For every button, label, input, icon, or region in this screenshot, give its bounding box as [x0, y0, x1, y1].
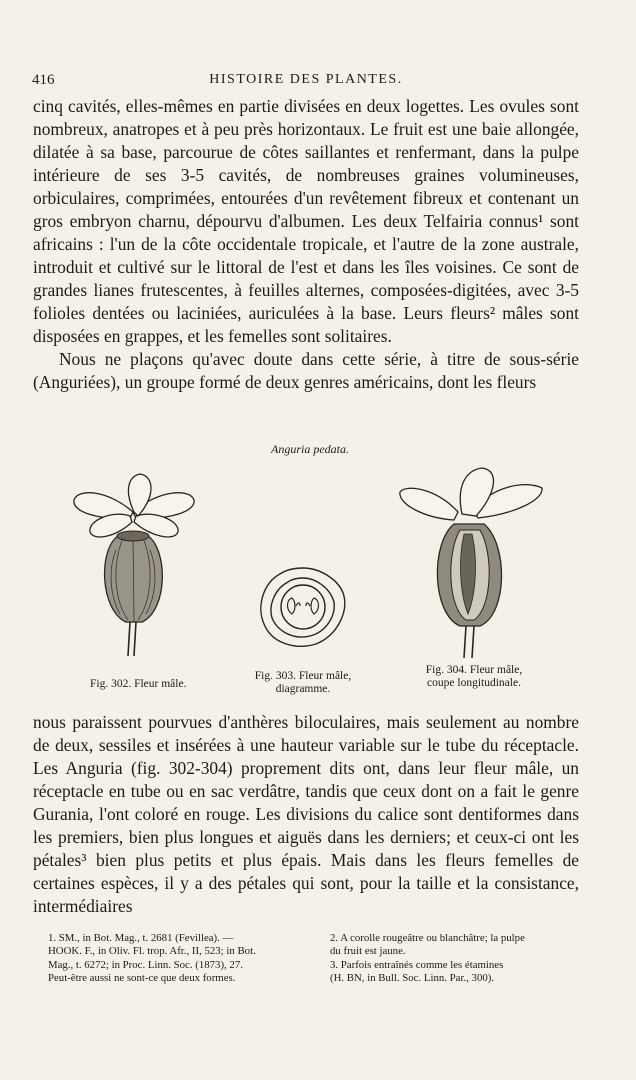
caption-fig-302: Fig. 302. Fleur mâle. [90, 678, 187, 690]
paragraph-anguriees: Nous ne plaçons qu'avec doute dans cette série, à titre de sous-série (Anguriées), un groupe formé de deux genres américains, dont les fleurs [33, 349, 579, 392]
footnote-line: Peut-être aussi ne sont-ce que deux formes. [48, 972, 236, 985]
figure-plate [30, 462, 590, 702]
figure-303 [254, 562, 352, 695]
paragraph-telfairia: cinq cavités, elles-mêmes en partie divisées en deux logettes. Les ovules sont nombreux, anatropes et à peu près horizontaux. Le fruit est une baie allongée, dilatée à sa base, parcourue de côtes saillantes et renfermant, dans la pulpe intérieure de ses 3-5 cavités, de nombreuses graines volumineuses, orbiculaires, comprimées, entourées d'un revêtement fibreux et contenant un gros embryon charnu, dépourvu d'albumen. Les deux Telfairia connus¹ sont africains : l'un de la côte occidentale tropicale, et l'autre de la zone australe, introduit et cultivé sur le littoral de l'est et dans les îles voisines. Ce sont de grandes lianes frutescentes, à feuilles alternes, composées-digitées, avec 3-5 folioles dentées ou laciniées, auriculées à la base. Leurs fleurs² mâles sont disposées en grappes, et les femelles sont solitaires. [33, 96, 579, 346]
paragraph-anguria: nous paraissent pourvues d'anthères biloculaires, mais seulement au nombre de deux, sessiles et insérées à une hauteur variable sur le tube du réceptacle. Les Anguria (fig. 302-304) proprement dits ont, dans leur fleur mâle, un réceptacle en tube ou en sac verdâtre, tandis que ceux dont on a fait le genre Gurania, l'ont coloré en rouge. Les divisions du calice sont dentiformes dans les premiers, bien plus longues et aiguës dans les derniers; et ceux-ci ont les pétales³ bien plus petits et plus épais. Mais dans les fleurs femelles de certaines espèces, il y a des pétales qui sont, pour la taille et la consistance, intermédiaires [33, 712, 579, 916]
caption-fig-304 [402, 664, 546, 690]
footnote-line: 2. A corolle rougeâtre ou blanchâtre; la pulpe [330, 932, 525, 944]
footnote-line: HOOK. F., in Oliv. Fl. trop. Afr., II, 523; in Bot. [48, 945, 256, 958]
figure-title: Anguria pedata. [271, 442, 349, 456]
body-text-bottom [33, 711, 579, 918]
footnote-line: (H. BN, in Bull. Soc. Linn. Par., 300). [330, 972, 495, 985]
figure-304 [396, 464, 546, 689]
page-header [32, 72, 580, 92]
footnote-line: 1. SM., in Bot. Mag., t. 2681 (Fevillea). — [48, 932, 234, 944]
flower-section-icon [396, 464, 546, 660]
footnotes-left-column [48, 932, 310, 986]
footnotes-right-column [330, 932, 590, 986]
floral-diagram-icon [254, 562, 352, 652]
page-number: 416 [32, 72, 55, 88]
footnote-line: Mag., t. 6272; in Proc. Linn. Soc. (1873), 27. [48, 958, 243, 971]
caption-fig-303 [240, 670, 366, 696]
flower-illustration-icon [68, 470, 198, 660]
figure-302 [68, 470, 198, 690]
caption-fig-303-line2: diagramme. [275, 683, 331, 695]
running-head: HISTOIRE DES PLANTES. [209, 72, 403, 87]
footnote-line: 3. Parfois entraînés comme les étamines [330, 958, 504, 971]
footnote-line: du fruit est jaune. [330, 945, 406, 958]
body-text-top [33, 95, 579, 394]
caption-fig-303-line1: Fig. 303. Fleur mâle, [254, 670, 352, 682]
caption-fig-304-line2: coupe longitudinale. [427, 677, 521, 689]
caption-fig-304-line1: Fig. 304. Fleur mâle, [425, 664, 523, 676]
